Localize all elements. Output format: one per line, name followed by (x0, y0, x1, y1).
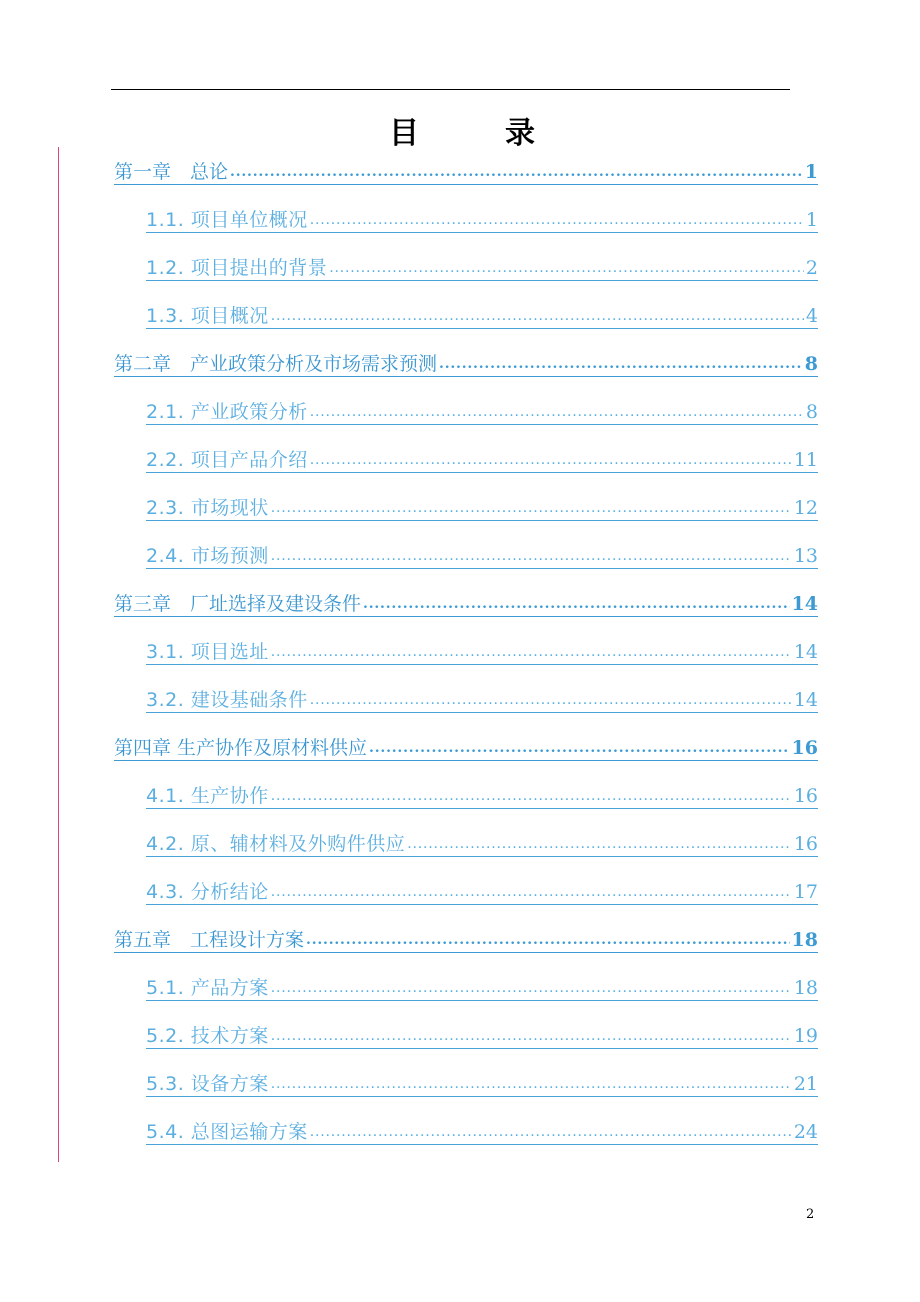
toc-entry-label: 3.1. 项目选址 (146, 641, 269, 663)
toc-entry-page: 17 (793, 881, 818, 903)
toc-leader-dots (271, 1024, 792, 1048)
toc-entry-label: 第三章 厂址选择及建设条件 (114, 593, 362, 615)
toc-entry-label: 1.1. 项目单位概况 (146, 209, 308, 231)
toc-entry-section-5-4[interactable] (146, 1118, 818, 1145)
toc-title: 目 录 (389, 116, 563, 151)
toc-entry-page: 8 (804, 353, 818, 375)
toc-entry-label: 第一章 总论 (114, 161, 229, 183)
toc-entry-label: 2.2. 项目产品介绍 (146, 449, 308, 471)
toc-entry-label: 4.3. 分析结论 (146, 881, 269, 903)
toc-entry-section-2-3[interactable] (146, 494, 818, 521)
toc-leader-dots (310, 208, 804, 232)
toc-entry-label: 4.2. 原、辅材料及外购件供应 (146, 833, 406, 855)
toc-leader-dots (407, 832, 792, 856)
toc-entry-page: 18 (791, 929, 818, 951)
toc-leader-dots (271, 304, 804, 328)
toc-entry-chapter-1[interactable] (114, 158, 818, 185)
toc-entry-label: 4.1. 生产协作 (146, 785, 269, 807)
toc-entry-label: 5.1. 产品方案 (146, 977, 269, 999)
toc-entry-section-3-1[interactable] (146, 638, 818, 665)
toc-leader-dots (329, 256, 804, 280)
toc-entry-section-5-1[interactable] (146, 974, 818, 1001)
toc-entry-page: 1 (804, 161, 818, 183)
toc-leader-dots (310, 688, 792, 712)
toc-entry-page: 11 (793, 449, 818, 471)
toc-entry-label: 3.2. 建设基础条件 (146, 689, 308, 711)
toc-entry-chapter-3[interactable] (114, 590, 818, 617)
toc-leader-dots (271, 1072, 792, 1096)
toc-leader-dots (271, 640, 792, 664)
toc-entry-label: 2.4. 市场预测 (146, 545, 269, 567)
toc-leader-dots (310, 448, 792, 472)
toc-entry-section-5-3[interactable] (146, 1070, 818, 1097)
toc-entry-page: 14 (793, 641, 818, 663)
toc-entry-page: 19 (793, 1025, 818, 1047)
toc-entry-section-4-3[interactable] (146, 878, 818, 905)
toc-leader-dots (310, 1120, 792, 1144)
toc-entry-section-2-4[interactable] (146, 542, 818, 569)
toc-entry-page: 16 (793, 833, 818, 855)
toc-entry-page: 14 (791, 593, 818, 615)
toc-leader-dots (271, 496, 792, 520)
toc-leader-dots (439, 352, 803, 376)
toc-leader-dots (230, 160, 803, 184)
toc-entry-page: 13 (793, 545, 818, 567)
toc-entry-page: 4 (805, 305, 818, 327)
page-number: 2 (806, 1207, 815, 1222)
toc-leader-dots (310, 400, 804, 424)
toc-entry-section-1-2[interactable] (146, 254, 818, 281)
toc-leader-dots (271, 880, 792, 904)
toc-entry-page: 16 (793, 785, 818, 807)
toc-leader-dots (369, 736, 790, 760)
toc-entry-page: 24 (793, 1121, 818, 1143)
toc-entry-section-5-2[interactable] (146, 1022, 818, 1049)
toc-entry-section-1-1[interactable] (146, 206, 818, 233)
toc-entry-chapter-4[interactable] (114, 734, 818, 761)
toc-entry-label: 2.3. 市场现状 (146, 497, 269, 519)
toc-entry-page: 1 (805, 209, 818, 231)
toc-entry-label: 2.1. 产业政策分析 (146, 401, 308, 423)
toc-entry-label: 5.3. 设备方案 (146, 1073, 269, 1095)
toc-entry-label: 1.2. 项目提出的背景 (146, 257, 328, 279)
toc-entry-page: 14 (793, 689, 818, 711)
toc-entry-page: 21 (793, 1073, 818, 1095)
toc-entry-label: 5.4. 总图运输方案 (146, 1121, 308, 1143)
toc-entry-label: 第二章 产业政策分析及市场需求预测 (114, 353, 438, 375)
toc-leader-dots (271, 784, 792, 808)
toc-entry-page: 18 (793, 977, 818, 999)
toc-entry-section-2-2[interactable] (146, 446, 818, 473)
toc-entry-page: 12 (793, 497, 818, 519)
toc-entry-section-3-2[interactable] (146, 686, 818, 713)
toc-leader-dots (306, 928, 790, 952)
toc-leader-dots (271, 976, 792, 1000)
toc-entry-label: 1.3. 项目概况 (146, 305, 269, 327)
toc-entry-page: 2 (805, 257, 818, 279)
toc-entry-label: 第五章 工程设计方案 (114, 929, 305, 951)
toc-entry-label: 第四章 生产协作及原材料供应 (114, 737, 368, 759)
toc-entry-section-4-2[interactable] (146, 830, 818, 857)
toc-entry-chapter-5[interactable] (114, 926, 818, 953)
toc-entry-chapter-2[interactable] (114, 350, 818, 377)
toc-leader-dots (271, 544, 792, 568)
toc-entry-section-4-1[interactable] (146, 782, 818, 809)
toc-entry-label: 5.2. 技术方案 (146, 1025, 269, 1047)
toc-leader-dots (363, 592, 790, 616)
toc-entry-page: 8 (805, 401, 818, 423)
toc-entry-section-1-3[interactable] (146, 302, 818, 329)
toc-entry-page: 16 (791, 737, 818, 759)
toc-entry-section-2-1[interactable] (146, 398, 818, 425)
